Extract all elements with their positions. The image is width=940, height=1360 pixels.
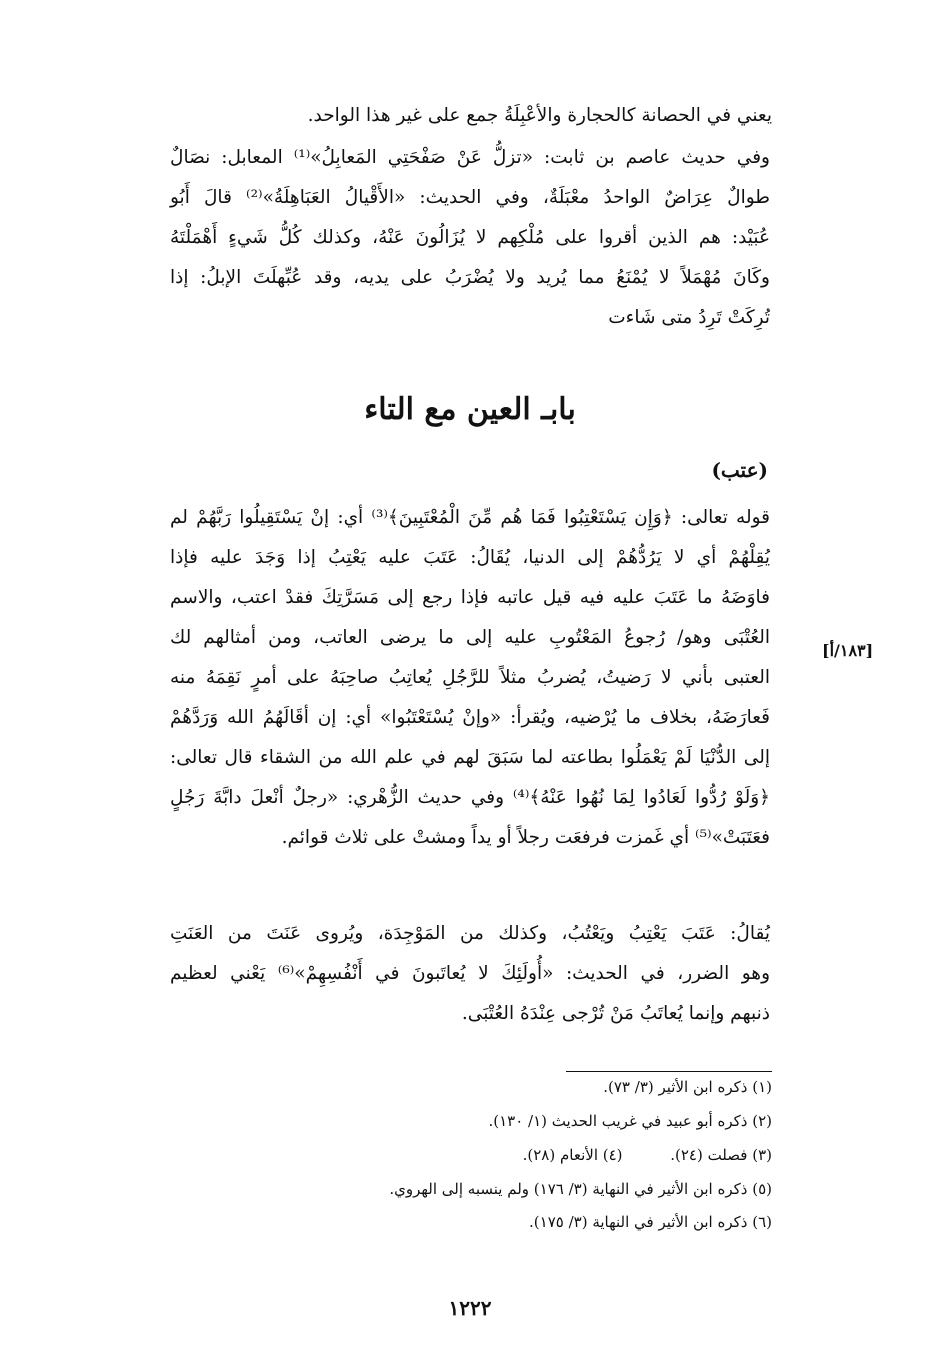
text-line: وهو الضرر، في الحديث: «أُولَئِكَ لا يُعاتَبونَ في أَنْفُسِهِمْ»⁽⁶⁾ يَعْني لعظيم — [170, 963, 770, 984]
text-line: قوله تعالى: ﴿وَإِن يَسْتَعْتِبُوا فَمَا هُم مِّنَ الْمُعْتَبِينَ﴾⁽³⁾ أي: إنْ يَسْتَقِيلُوا رَبَّهُمْ لم — [170, 507, 770, 528]
text-line: ذنبهم وإنما يُعاتَبُ مَنْ تُرْجى عِنْدَهُ العُتْبَى. — [461, 1003, 770, 1024]
section-title: بابـ العين مع التاء — [364, 392, 576, 427]
text-line: وفي حديث عاصم بن ثابت: «تزلُّ عَنْ صَفْحَتِي المَعابِلُ»⁽¹⁾ المعابل: نصَالٌ — [170, 147, 770, 168]
paragraph-1 — [172, 96, 772, 136]
text-line: ﴿وَلَوْ رُدُّوا لَعَادُوا لِمَا نُهُوا عَنْهُ﴾⁽⁴⁾ وفي حديث الزُّهْري: «رجلٌ أنْعلَ دابَّةَ رَجُلٍ — [170, 787, 770, 808]
text-line: إلى الدُّنْيَا لَمْ يَعْمَلُوا بطاعته لما سَبَقَ لهم في علم الله من الشقاء قال تعالى: — [170, 747, 770, 768]
footnote: (٦) ذكره ابن الأثير في النهاية (٣/ ١٧٥). — [529, 1213, 772, 1231]
page-number: ١٢٢٢ — [448, 1296, 492, 1320]
text-line: تُرِكَتْ تَرِدُ متى شَاءت — [608, 307, 770, 328]
paragraph-4 — [170, 914, 770, 1034]
text-line: طوالٌ عِرَاضٌ الواحدُ معْبَلَةٌ، وفي الحديث: «الأَقْيالُ العَبَاهِلَةُ»⁽²⁾ قالَ أَبُو — [170, 187, 770, 208]
paragraph-2 — [170, 138, 770, 338]
footnote: (٣) فصلت (٢٤). (٤) الأنعام (٢٨). — [522, 1146, 772, 1164]
text-line: يُقالُ: عَتَبَ يَعْتِبُ ويَعْتُبُ، وكذلك من المَوْجِدَة، ويُروى عَنَتَ من العَنَتِ — [170, 923, 770, 944]
text-line: وكَانَ مُهْمَلاً لا يُمْنَعُ مما يُريد ولا يُضْرَبُ على يديه، وقد عُبِّهلَتَ الإبلُ: إذا — [170, 267, 770, 288]
footnote: (١) ذكره ابن الأثير (٣/ ٧٣). — [603, 1078, 772, 1096]
footnote: (٥) ذكره ابن الأثير في النهاية (٣/ ١٧٦) ولم ينسبه إلى الهروي. — [389, 1180, 772, 1198]
paragraph-3 — [170, 498, 770, 858]
text-line: فعَتَبَتْ»⁽⁵⁾ أي غَمزت فرفعَت رجلاً أو يداً ومشتْ على ثلاث قوائم. — [281, 827, 770, 848]
text-line: العتبى بأني لا رَضيتُ، يُضربُ مثلاً للرَّجُلِ يُعاتِبُ صاحِبَهُ على أمرٍ نَقِمَهُ منه — [170, 667, 770, 688]
text-line: فَعارَضَهُ، بخلاف ما يُرْضيه، ويُقرأ: «وإنْ يُسْتَعْتَبُوا» أي: إن أقَالَهُمُ الله وَرَدَّهُمْ — [170, 707, 770, 728]
text-line: يعني في الحصانة كالحجارة والأعْبِلَةُ جمع على غير هذا الواحد. — [307, 105, 772, 126]
text-line: يُقِلْهُمْ أي لا يَرُدُّهُمْ إلى الدنيا، يُقَالُ: عَتَبَ عليه يَعْتِبُ إذا وَجَدَ عليه فإذا — [170, 547, 770, 568]
text-line: عُبَيْد: هم الذين أقروا على مُلْكِهم لا يُزَالُونَ عَنْهُ، وكذلك كُلُّ شَيءٍ أَهْمَلْتَهُ — [170, 227, 770, 248]
marginal-folio-note: [١٨٣/أ] — [822, 641, 874, 660]
footnote: (٢) ذكره أبو عبيد في غريب الحديث (١/ ١٣٠). — [488, 1112, 772, 1130]
footnote-separator — [566, 1071, 772, 1072]
text-line: فاوَضَهُ ما عَتَبَ عليه فيه قيل عاتبه فإذا رجع إلى مَسَرَّتِكَ فقدْ اعتب، والاسم — [170, 587, 770, 608]
entry-heading: (عتب) — [711, 458, 768, 482]
text-line: العُتْبَى وهو/ رُجوعُ المَعْتُوبِ عليه إلى ما يرضى العاتب، ومن أمثالهم لك — [170, 627, 770, 648]
